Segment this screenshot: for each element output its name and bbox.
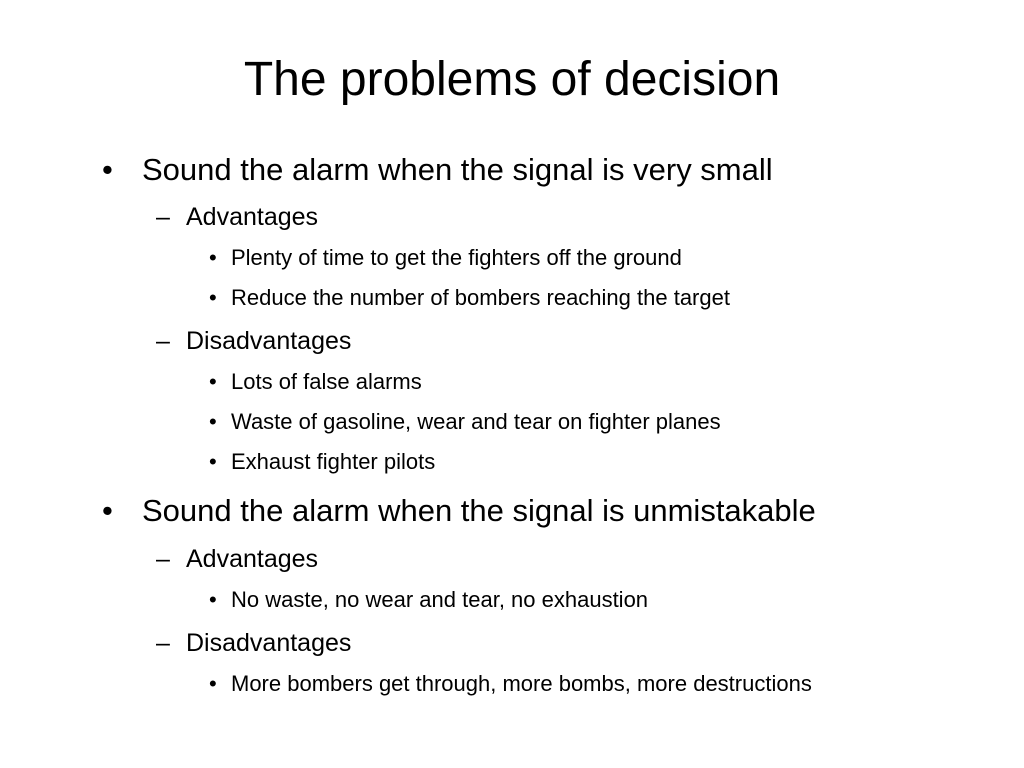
list-item-text: Reduce the number of bombers reaching the target	[231, 285, 730, 310]
list-item-text: Waste of gasoline, wear and tear on fighter planes	[231, 409, 721, 434]
bullet-marker: •	[102, 493, 113, 528]
slide-title: The problems of decision	[243, 53, 781, 106]
bullet-point	[102, 493, 816, 529]
dash-marker: –	[156, 203, 170, 231]
list-item-text: Plenty of time to get the fighters off the ground	[231, 245, 682, 270]
list-item	[209, 409, 721, 435]
sub-point	[156, 628, 352, 658]
sub-point	[156, 326, 352, 356]
sub-bullet-marker: •	[209, 285, 217, 310]
list-item-text: More bombers get through, more bombs, more destructions	[231, 671, 812, 696]
bullet-point	[102, 152, 773, 188]
sub-bullet-marker: •	[209, 587, 217, 612]
sub-bullet-marker: •	[209, 245, 217, 270]
bullet-marker: •	[102, 152, 113, 187]
list-item	[209, 285, 730, 311]
list-item	[209, 449, 436, 475]
list-item-text: Lots of false alarms	[231, 369, 422, 394]
bullet-text: Sound the alarm when the signal is unmistakable	[142, 493, 816, 528]
bullet-text: Sound the alarm when the signal is very small	[142, 152, 773, 187]
list-item-text: Exhaust fighter pilots	[231, 449, 436, 474]
sub-point-text: Disadvantages	[186, 629, 352, 657]
list-item	[209, 245, 682, 271]
list-item	[209, 671, 812, 697]
sub-point-text: Advantages	[186, 203, 319, 231]
sub-point	[156, 544, 319, 574]
dash-marker: –	[156, 629, 170, 657]
sub-bullet-marker: •	[209, 409, 217, 434]
list-item	[209, 369, 422, 395]
sub-point	[156, 202, 319, 232]
sub-point-text: Disadvantages	[186, 327, 352, 355]
dash-marker: –	[156, 327, 170, 355]
list-item	[209, 587, 649, 613]
list-item-text: No waste, no wear and tear, no exhaustion	[231, 587, 649, 612]
sub-bullet-marker: •	[209, 671, 217, 696]
dash-marker: –	[156, 545, 170, 573]
sub-bullet-marker: •	[209, 369, 217, 394]
sub-bullet-marker: •	[209, 449, 217, 474]
sub-point-text: Advantages	[186, 545, 319, 573]
